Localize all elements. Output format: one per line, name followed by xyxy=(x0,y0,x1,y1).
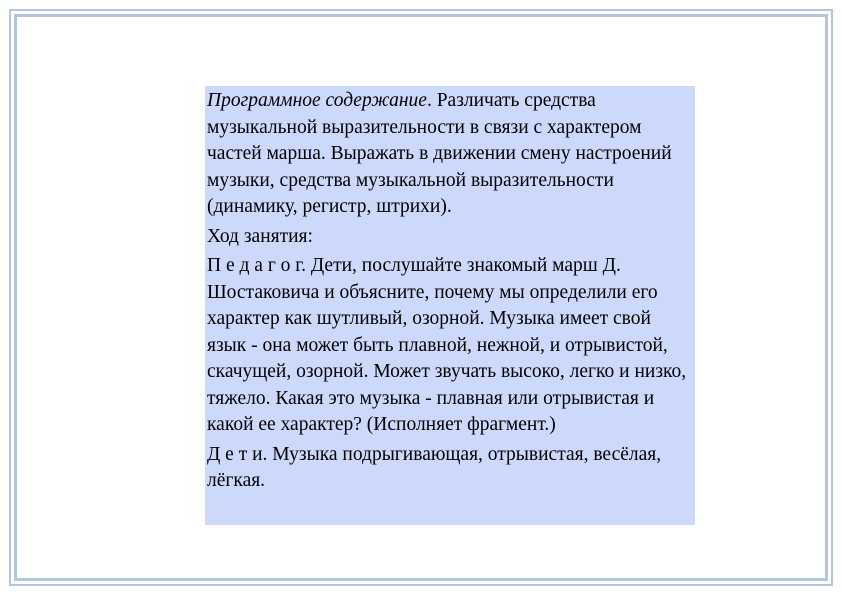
teacher-paragraph xyxy=(207,253,691,439)
program-content-paragraph xyxy=(207,88,691,221)
teacher-speech: Дети, послушайте знакомый марш Д. Шостаковича и объясните, почему мы определили его характер как шутливый, озорной. Музыка имеет свой язык - она может быть плавной, нежной, и отрывистой, скачущей, озорной. Может звучать высоко, легко и низко, тяжело. Какая это музыка - плавная или отрывистая и какой ее характер? (Исполняет фрагмент.) xyxy=(207,255,687,435)
children-paragraph xyxy=(207,442,691,495)
lesson-progress-heading: Ход занятия: xyxy=(207,225,313,247)
program-content-text: . Различать средства музыкальной выразительности в связи с характером частей марша. Выражать в движении смену настроений музыки, средства музыкальной выразительности (динамику, регистр, штрихи). xyxy=(207,90,672,217)
teacher-speaker-label: П е д а г о г. xyxy=(207,255,306,276)
lesson-text-block xyxy=(205,86,695,525)
children-speaker-label: Д е т и. xyxy=(207,443,268,465)
children-speech: Музыка подрыгивающая, отрывистая, весёлая, лёгкая. xyxy=(207,443,662,491)
program-content-label: Программное содержание xyxy=(207,90,427,111)
